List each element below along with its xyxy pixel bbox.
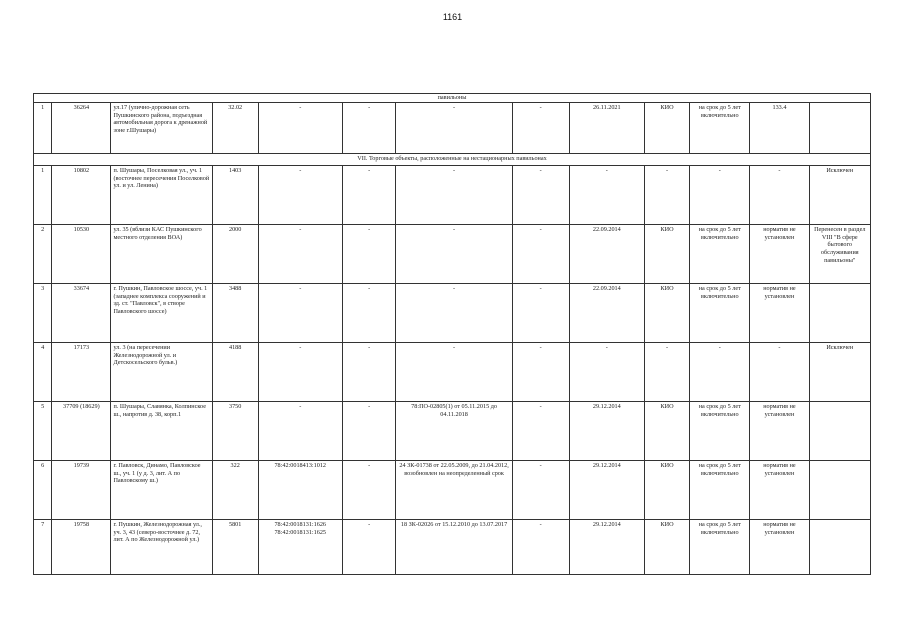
table-cell: ул. 3 (на пересечении Железнодорожной ул. и Детскосельского бульв.) [111,342,212,401]
table-cell: 29.12.2014 [569,460,644,519]
table-row [34,102,871,153]
table-cell: 3488 [212,283,258,342]
table-cell: г. Пушкин, Железнодорожная ул., уч. 3, 43 (северо-восточнее д. 72, лит. А по Железнодорожной ул.) [111,519,212,574]
table-cell: 5 [34,401,52,460]
table-cell: - [512,165,569,224]
table-cell: на срок до 5 лет включительно [690,401,750,460]
table-cell: 10530 [52,224,111,283]
table-cell: 29.12.2014 [569,519,644,574]
table-cell: на срок до 5 лет включительно [690,519,750,574]
table-cell: 78:ПО-02805(1) от 05.11.2015 до 04.11.2018 [396,401,512,460]
table-cell: 2000 [212,224,258,283]
table-cell: КИО [644,102,689,153]
table-cell: - [512,519,569,574]
table-cell: - [258,401,342,460]
table-cell: 24 ЗК-01738 от 22.05.2009, до 21.04.2012, возобновлен на неопределенный срок [396,460,512,519]
table-cell: на срок до 5 лет включительно [690,460,750,519]
table-cell: на срок до 5 лет включительно [690,283,750,342]
table-cell: - [342,224,396,283]
table-cell: 22.09.2014 [569,283,644,342]
table-cell: ул.17 (улично-дорожная сеть Пушкинского района, подъездная автомобильная дорога к дренажной зоне г.Шушары) [111,102,212,153]
table-cell: 4 [34,342,52,401]
table-cell: Исключен [809,165,870,224]
header-cell: павильоны [34,94,871,103]
table-cell: норматив не установлен [750,401,809,460]
table-row [34,224,871,283]
table-cell: - [512,342,569,401]
table-cell: норматив не установлен [750,519,809,574]
table-header-row [34,94,871,103]
table-cell: КИО [644,460,689,519]
table-cell: - [342,460,396,519]
table-cell: 322 [212,460,258,519]
table-cell: - [512,102,569,153]
table-cell: КИО [644,401,689,460]
table-cell: КИО [644,519,689,574]
table-cell: 6 [34,460,52,519]
table-cell: 2 [34,224,52,283]
table-cell: - [690,165,750,224]
table-row [34,283,871,342]
table-cell: ул. 35 (вблизи КАС Пушкинского местного отделения ВОА) [111,224,212,283]
table-cell [809,519,870,574]
section-row [34,153,871,165]
table-cell: 5801 [212,519,258,574]
table-cell: 19739 [52,460,111,519]
page-number: 1161 [442,12,463,22]
table-cell: 3 [34,283,52,342]
table-cell: - [396,342,512,401]
section-title: VII. Торговые объекты, расположенные на нестационарных павильонах [34,153,871,165]
table-cell: 133.4 [750,102,809,153]
table-cell: 78:42:0018131:1626 78:42:0018131:1625 [258,519,342,574]
table-cell: - [512,460,569,519]
table-cell: 7 [34,519,52,574]
table-cell: - [258,224,342,283]
table-cell: на срок до 5 лет включительно [690,224,750,283]
table-cell: 37709 (18629) [52,401,111,460]
table-cell: - [569,165,644,224]
table-row [34,342,871,401]
table-cell: КИО [644,224,689,283]
objects-table [33,93,871,575]
table-cell: - [342,165,396,224]
table-cell: 26.11.2021 [569,102,644,153]
table-cell: - [512,401,569,460]
table-cell: - [342,283,396,342]
table-cell: - [644,165,689,224]
table-cell [809,401,870,460]
table-cell: - [644,342,689,401]
table-cell: - [690,342,750,401]
table-cell: 10802 [52,165,111,224]
table-cell [809,102,870,153]
table-cell: норматив не установлен [750,224,809,283]
table-cell: - [396,102,512,153]
table-cell: - [342,102,396,153]
table-cell: - [396,283,512,342]
table-cell: Исключен [809,342,870,401]
table-cell: - [512,224,569,283]
table-cell: - [396,224,512,283]
table-cell: - [396,165,512,224]
table-cell: на срок до 5 лет включительно [690,102,750,153]
table-cell: - [342,401,396,460]
table-cell [809,283,870,342]
table-cell [809,460,870,519]
table-cell: - [342,342,396,401]
table-cell: норматив не установлен [750,283,809,342]
table-cell: норматив не установлен [750,460,809,519]
table-cell: - [750,342,809,401]
table-cell: 1 [34,165,52,224]
table-cell: 1403 [212,165,258,224]
table-cell: 17173 [52,342,111,401]
table-cell: - [512,283,569,342]
table-cell: - [258,102,342,153]
table-cell: 33674 [52,283,111,342]
table-cell: - [342,519,396,574]
table-cell: 19758 [52,519,111,574]
table-cell: Перенесен в раздел VIII "В сфере бытового обслуживания павильоны" [809,224,870,283]
table-cell: 78:42:0018413:1012 [258,460,342,519]
table-cell: 4188 [212,342,258,401]
table-cell: 3750 [212,401,258,460]
table-cell: - [750,165,809,224]
table-cell: 36264 [52,102,111,153]
table-cell: 18 ЗК-02026 от 15.12.2010 до 13.07.2017 [396,519,512,574]
table-cell: 22.09.2014 [569,224,644,283]
table-row [34,460,871,519]
table-cell: КИО [644,283,689,342]
table-cell: - [258,283,342,342]
table-row [34,519,871,574]
table-cell: - [258,342,342,401]
table-cell: п. Шушары, Славянка, Колпинское ш., напротив д. 38, корп.1 [111,401,212,460]
table-cell: 1 [34,102,52,153]
table-cell: г. Павловск, Динамо, Павловское ш., уч. 1 (у д. 3, лит. А по Павловскому ш.) [111,460,212,519]
table-cell: п. Шушары, Поселковая ул., уч. 1 (восточнее пересечения Поселковой ул. и ул. Ленина) [111,165,212,224]
table-cell: - [569,342,644,401]
table-row [34,165,871,224]
table-row [34,401,871,460]
table-cell: - [258,165,342,224]
table-cell: г. Пушкин, Павловское шоссе, уч. 1 (западнее комплекса сооружений и зд. ст. "Павловск", в створе Павловского шоссе) [111,283,212,342]
table-cell: 32.02 [212,102,258,153]
table-cell: 29.12.2014 [569,401,644,460]
